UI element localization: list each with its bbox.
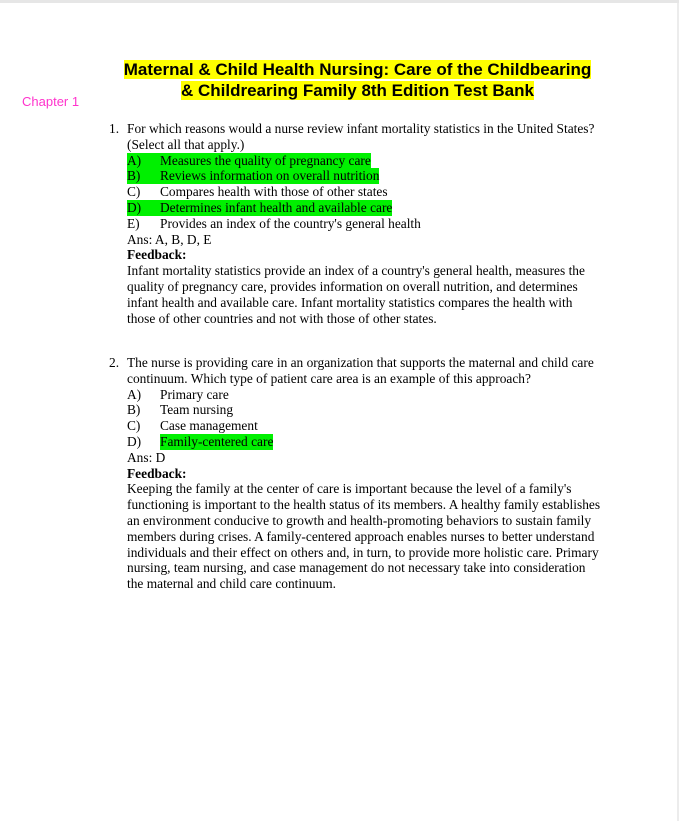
question-number: 1. [109,121,120,136]
option-d [127,200,619,216]
answer-line: Ans: D [127,449,166,465]
question-1 [109,121,619,326]
question-stem-line-2: (Select all that apply.) [127,136,245,152]
feedback-line: members during crises. A family-centered approach enables nurses to better understand [127,528,595,544]
feedback-text [127,481,619,592]
feedback-line: Infant mortality statistics provide an index of a country's general health, measures the [127,263,585,279]
option-d [127,434,619,450]
feedback-line: functioning is important to the health status of its members. A healthy family establishes [127,497,601,513]
title-line-1: Maternal & Child Health Nursing: Care of the Childbearing [123,60,592,79]
chapter-label: Chapter 1 [22,94,80,109]
option-a [127,387,619,403]
document-title [80,59,635,101]
option-c [127,184,619,200]
feedback-line: an environment conducive to growth and health-promoting behaviors to sustain family [127,512,592,528]
question-number: 2. [109,355,120,370]
option-text: Family-centered care [160,433,274,449]
feedback-line: quality of pregnancy care, provides information on overall nutrition, and determines [127,278,578,294]
answer-line: Ans: A, B, D, E [127,231,212,247]
option-a [127,153,619,169]
option-letter: B) [127,168,141,184]
feedback-line: individuals and their effect on others and, in turn, to provide more holistic care. Primary [127,544,599,560]
option-text: Compares health with those of other states [160,184,388,200]
option-text: Provides an index of the country's general health [160,215,421,231]
option-letter: D) [127,199,142,215]
option-b [127,402,619,418]
option-b [127,168,619,184]
question-2 [109,355,619,592]
feedback-text [127,263,619,326]
option-c [127,418,619,434]
question-stem-line-1: For which reasons would a nurse review infant mortality statistics in the United States? [127,121,595,136]
option-letter: C) [127,418,141,434]
feedback-line: infant health and available care. Infant mortality statistics compares the health with [127,294,573,310]
option-letter: B) [127,402,141,418]
option-text: Measures the quality of pregnancy care [160,152,371,168]
feedback-label: Feedback: [127,247,187,263]
feedback-line: nursing, team nursing, and case management do not necessary take into consideration [127,560,586,576]
feedback-line: those of other countries and not with those of other states. [127,310,437,326]
option-text: Case management [160,418,258,434]
option-letter: C) [127,184,141,200]
feedback-line: the maternal and child care continuum. [127,576,336,592]
option-letter: D) [127,433,142,449]
option-e [127,216,619,232]
question-stem-line-2: continuum. Which type of patient care area is an example of this approach? [127,370,531,386]
option-text: Primary care [160,386,229,402]
feedback-line: Keeping the family at the center of care is important because the level of a family's [127,481,572,497]
option-text: Team nursing [160,402,234,418]
feedback-label: Feedback: [127,465,187,481]
viewer-top-band [0,0,679,3]
question-stem-line-1: The nurse is providing care in an organization that supports the maternal and child care [127,355,594,370]
option-letter: A) [127,152,142,168]
option-text: Reviews information on overall nutrition [160,168,380,184]
option-text: Determines infant health and available care [160,199,393,215]
option-letter: A) [127,386,142,402]
title-line-2: & Childrearing Family 8th Edition Test Bank [181,81,534,100]
option-letter: E) [127,215,140,231]
